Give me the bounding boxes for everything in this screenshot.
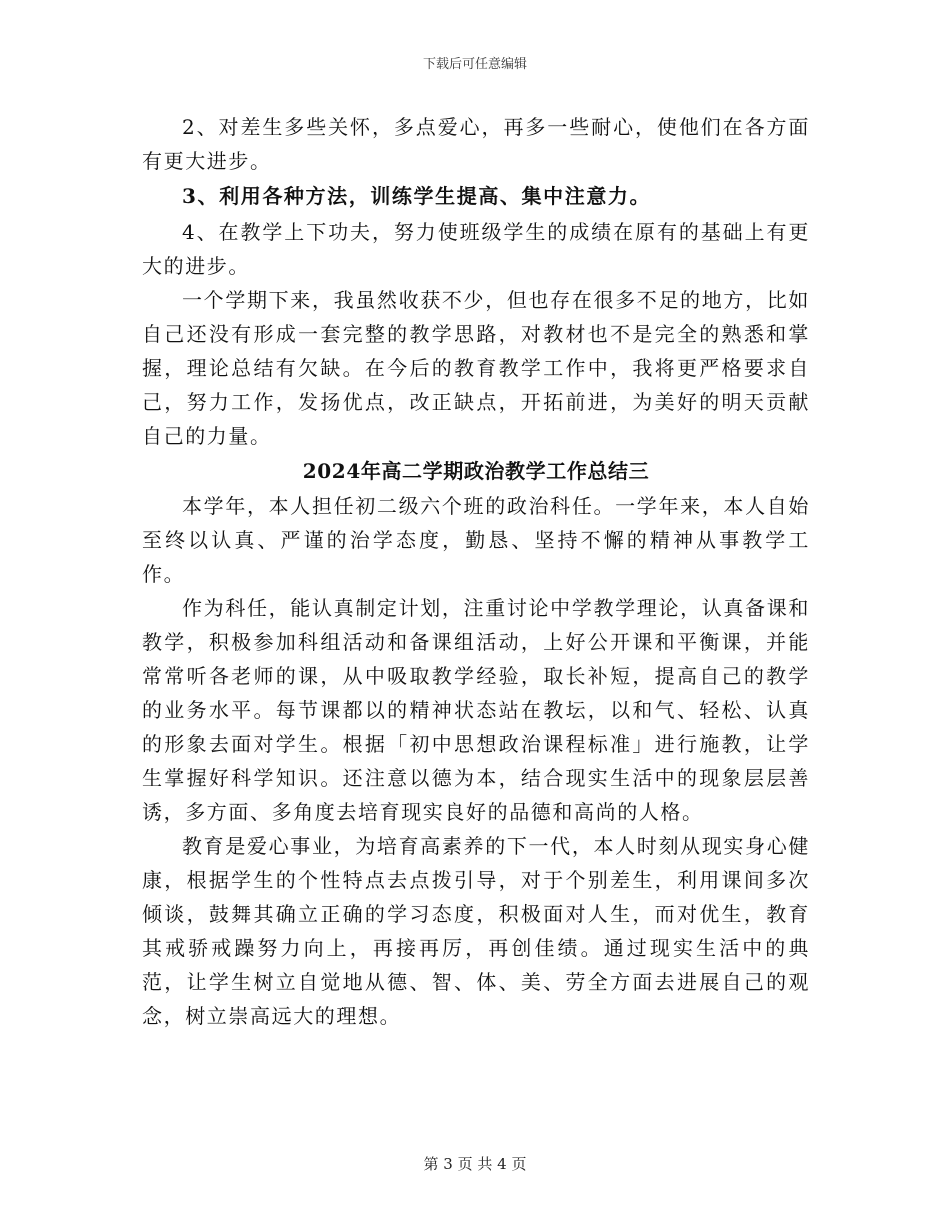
paragraph-teaching: 作为科任，能认真制定计划，注重讨论中学教学理论，认真备课和教学，积极参加科组活动和备课组活动，上好公开课和平衡课，并能常常听各老师的课，从中吸取教学经验，取长补短，提高自己的教学的业务水平。每节课都以的精神状态站在教坛，以和气、轻松、认真的形象去面对学生。根据「初中思想政治课程标准」进行施教，让学生掌握好科学知识。还注意以德为本，结合现实生活中的现象层层善诱，多方面、多角度去培育现实良好的品德和高尚的人格。 — [142, 596, 810, 824]
paragraph-education: 教育是爱心事业，为培育高素养的下一代，本人时刻从现实身心健康，根据学生的个性特点去点拨引导，对于个别差生，利用课间多次倾谈，鼓舞其确立正确的学习态度，积极面对人生，而对优生，教育其戒骄戒躁努力向上，再接再厉，再创佳绩。通过现实生活中的典范，让学生树立自觉地从德、智、体、美、劳全方面去进展自己的观念，树立崇高远大的理想。 — [142, 834, 810, 1028]
page-number: 第 3 页 共 4 页 — [423, 1155, 527, 1173]
page-header-note: 下载后可任意编辑 — [422, 57, 527, 72]
document-body — [142, 110, 810, 1033]
paragraph-item-3: 3、利用各种方法，训练学生提高、集中注意力。 — [182, 184, 652, 208]
paragraph-item-4: 4、在教学上下功夫，努力使班级学生的成绩在原有的基础上有更大的进步。 — [142, 220, 810, 278]
paragraph-item-2: 2、对差生多些关怀，多点爱心，再多一些耐心，使他们在各方面有更大进步。 — [142, 115, 810, 173]
paragraph-semester-summary: 一个学期下来，我虽然收获不少，但也存在很多不足的地方，比如自己还没有形成一套完整的教学思路，对教材也不是完全的熟悉和掌握，理论总结有欠缺。在今后的教育教学工作中，我将更严格要求自己，努力工作，发扬优点，改正缺点，开拓前进，为美好的明天贡献自己的力量。 — [142, 288, 810, 448]
section-heading: 2024年高二学期政治教学工作总结三 — [302, 459, 650, 483]
paragraph-intro: 本学年，本人担任初二级六个班的政治科任。一学年来，本人自始至终以认真、严谨的治学态度，勤恳、坚持不懈的精神从事教学工作。 — [142, 494, 810, 586]
